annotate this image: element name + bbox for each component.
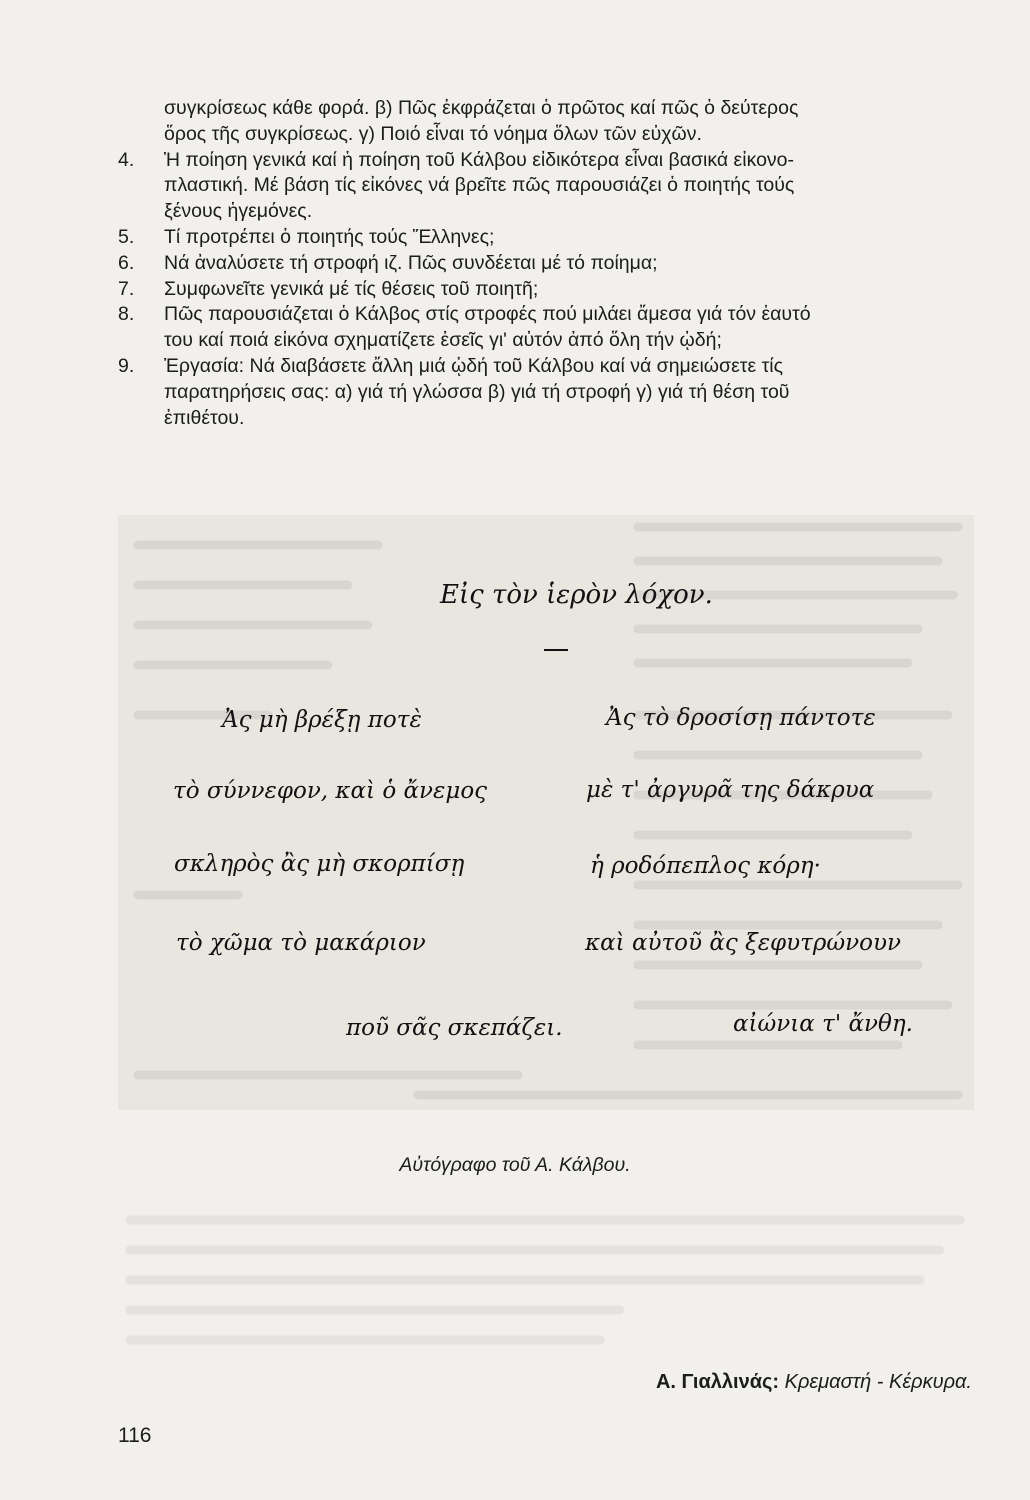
text-line: Ἐργασία: Νά διαβάσετε ἄλλη μιά ᾠδή τοῦ Κάλβου καί νά σημειώσετε τίς bbox=[164, 354, 784, 377]
text-line: Συμφωνεῖτε γενικά μέ τίς θέσεις τοῦ ποιητῆ; bbox=[164, 277, 539, 300]
page-number: 116 bbox=[118, 1424, 152, 1447]
questions-text bbox=[118, 96, 974, 431]
question-number: 6. bbox=[118, 251, 135, 274]
autograph-left-line: τὸ σύννεφον, καὶ ὁ ἄνεμος bbox=[173, 778, 488, 804]
photo-credit bbox=[656, 1371, 972, 1394]
question-number: 7. bbox=[118, 277, 135, 300]
autograph-left-line: σκληρὸς ἂς μὴ σκορπίσῃ bbox=[174, 851, 465, 877]
text-line: ξένους ἡγεμόνες. bbox=[164, 200, 313, 223]
text-line: Ἡ ποίηση γενικά καί ἡ ποίηση τοῦ Κάλβου εἰδικότερα εἶναι βασικά εἰκονο- bbox=[164, 148, 795, 171]
autograph-right-line: Ἀς τὸ δροσίσῃ πάντοτε bbox=[606, 705, 876, 731]
autograph-image bbox=[118, 515, 974, 1110]
autograph-left-line: τὸ χῶμα τὸ μακάριον bbox=[176, 930, 426, 956]
autograph-left-line: Ἀς μὴ βρέξῃ ποτὲ bbox=[222, 707, 422, 733]
autograph-caption: Αὐτόγραφο τοῦ Α. Κάλβου. bbox=[399, 1154, 631, 1176]
credit-place: Κρεμαστή - Κέρκυρα. bbox=[784, 1371, 972, 1393]
text-line: Νά ἀναλύσετε τή στροφή ιζ. Πῶς συνδέεται μέ τό ποίημα; bbox=[164, 251, 658, 274]
lower-bleed-through bbox=[120, 1210, 980, 1360]
text-line: πλαστική. Μέ βάση τίς εἰκόνες νά βρεῖτε πῶς παρουσιάζει ὁ ποιητής τούς bbox=[164, 174, 795, 197]
question-7 bbox=[118, 277, 974, 303]
question-number: 4. bbox=[118, 148, 135, 171]
text-line: παρατηρήσεις σας: α) γιά τή γλώσσα β) γιά τή στροφή γ) γιά τή θέση τοῦ bbox=[164, 380, 790, 403]
autograph-left-line: ποῦ σᾶς σκεπάζει. bbox=[346, 1015, 563, 1041]
question-number: 5. bbox=[118, 225, 135, 248]
text-line: ἐπιθέτου. bbox=[164, 406, 245, 429]
question-5 bbox=[118, 225, 974, 251]
autograph-right-line: μὲ τ' ἀργυρᾶ της δάκρυα bbox=[586, 777, 875, 803]
title-rule bbox=[544, 647, 570, 653]
question-4 bbox=[118, 148, 974, 225]
question-6 bbox=[118, 251, 974, 277]
text-line: Πῶς παρουσιάζεται ὁ Κάλβος στίς στροφές πού μιλάει ἄμεσα γιά τόν ἑαυτό bbox=[164, 303, 811, 326]
autograph-right-line: αἰώνια τ' ἄνθη. bbox=[733, 1011, 913, 1037]
question-8 bbox=[118, 302, 974, 354]
text-line: Τί προτρέπει ὁ ποιητής τούς Ἕλληνες; bbox=[164, 225, 495, 248]
text-line: του καί ποιά εἰκόνα σχηματίζετε ἐσεῖς γι' αὐτόν ἀπό ὅλη τήν ᾠδή; bbox=[164, 329, 722, 352]
text-line: ὅρος τῆς συγκρίσεως. γ) Ποιό εἶναι τό νόημα ὅλων τῶν εὐχῶν. bbox=[164, 122, 702, 145]
text-line: συγκρίσεως κάθε φορά. β) Πῶς ἐκφράζεται ὁ πρῶτος καί πῶς ὁ δεύτερος bbox=[164, 97, 799, 119]
credit-name: Α. Γιαλλινάς: bbox=[655, 1371, 780, 1393]
question-number: 8. bbox=[118, 303, 135, 326]
autograph-right-line: ἡ ροδόπεπλος κόρη· bbox=[590, 853, 821, 879]
autograph-title: Εἰς τὸν ἱερὸν λόχον. bbox=[440, 580, 713, 610]
question-9 bbox=[118, 354, 974, 431]
autograph-right-line: καὶ αὐτοῦ ἂς ξεφυτρώνουν bbox=[585, 930, 901, 956]
question-number: 9. bbox=[118, 354, 135, 377]
